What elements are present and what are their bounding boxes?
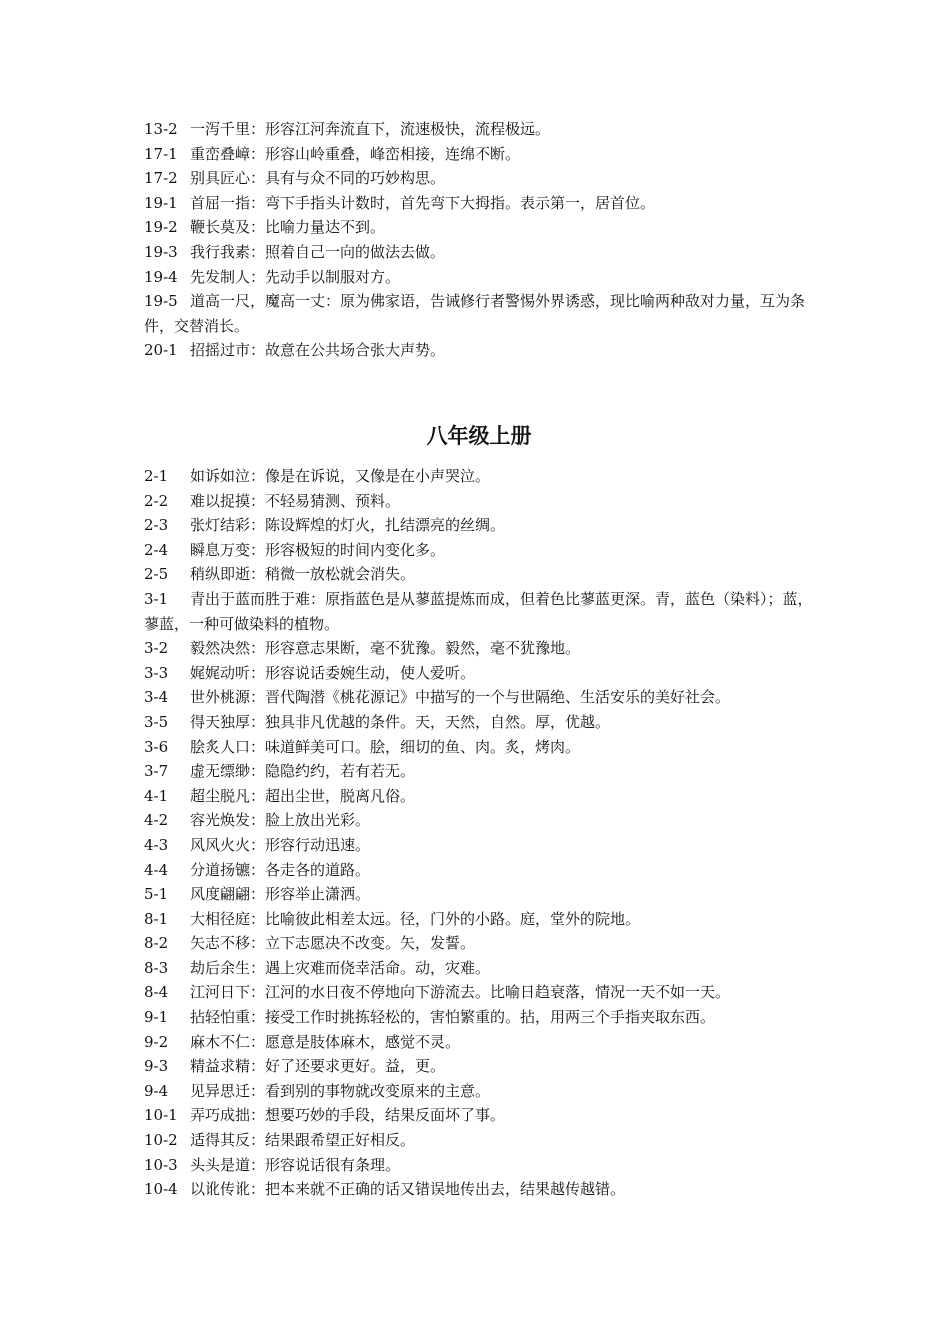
idiom-entry (144, 710, 814, 735)
entry-code: 8-4 (144, 983, 169, 1002)
entry-code: 19-5 (144, 292, 178, 311)
entry-text: 精益求精：好了还要求更好。益，更。 (190, 1057, 446, 1076)
idiom-entry (144, 289, 814, 338)
entry-text: 别具匠心：具有与众不同的巧妙构思。 (190, 169, 446, 188)
entry-code: 17-1 (144, 144, 178, 163)
idiom-entry (144, 882, 814, 907)
idiom-entry (144, 1079, 814, 1104)
idiom-entry (144, 489, 814, 514)
entry-text: 劫后余生：遇上灾难而侥幸活命。动，灾难。 (190, 958, 491, 977)
entry-code: 19-4 (144, 267, 178, 286)
entry-code: 3-6 (144, 737, 169, 756)
idiom-entry (144, 1177, 814, 1202)
idiom-entry (144, 513, 814, 538)
idiom-list-previous (144, 117, 814, 363)
entry-text: 分道扬镳：各走各的道路。 (190, 860, 371, 879)
entry-text: 娓娓动听：形容说话委婉生动，使人爱听。 (190, 663, 476, 682)
entry-code: 4-4 (144, 860, 169, 879)
idiom-entry (144, 833, 814, 858)
entry-code: 13-2 (144, 120, 178, 138)
idiom-entry (144, 759, 814, 784)
idiom-entry (144, 808, 814, 833)
entry-text: 风风火火：形容行动迅速。 (190, 835, 371, 854)
entry-text: 虚无缥缈：隐隐约约，若有若无。 (190, 762, 416, 781)
entry-text: 道高一尺，魔高一丈：原为佛家语，告诫修行者警惕外界诱惑，现比喻两种敌对力量，互为条件，交替消长。 (144, 292, 806, 335)
entry-code: 9-1 (144, 1008, 169, 1027)
entry-code: 9-4 (144, 1081, 169, 1100)
entry-text: 青出于蓝而胜于难：原指蓝色是从蓼蓝提炼而成，但着色比蓼蓝更深。青，蓝色（染料）；蓝，蓼蓝，一种可做染料的植物。 (144, 589, 813, 633)
idiom-entry (144, 1005, 814, 1030)
entry-code: 9-3 (144, 1057, 169, 1076)
entry-code: 19-3 (144, 242, 178, 261)
idiom-entry (144, 191, 814, 216)
entry-code: 10-3 (144, 1155, 178, 1174)
idiom-entry (144, 980, 814, 1005)
idiom-entry (144, 338, 814, 363)
entry-code: 2-2 (144, 491, 169, 510)
entry-text: 风度翩翩：形容举止潇洒。 (190, 885, 371, 904)
entry-text: 麻木不仁：愿意是肢体麻木，感觉不灵。 (190, 1032, 461, 1051)
entry-text: 张灯结彩：陈设辉煌的灯火，扎结漂亮的丝绸。 (190, 516, 506, 535)
idiom-entry (144, 538, 814, 563)
entry-code: 2-5 (144, 565, 169, 584)
entry-text: 鞭长莫及：比喻力量达不到。 (190, 218, 386, 237)
entry-code: 10-1 (144, 1106, 178, 1125)
entry-code: 2-4 (144, 540, 169, 559)
entry-text: 脍炙人口：味道鲜美可口。脍，细切的鱼、肉。炙，烤肉。 (190, 737, 581, 756)
entry-code: 3-3 (144, 663, 169, 682)
entry-code: 4-3 (144, 835, 169, 854)
entry-code: 3-5 (144, 712, 169, 731)
entry-text: 大相径庭：比喻彼此相差太远。径，门外的小路。庭，堂外的院地。 (190, 909, 641, 928)
entry-text: 重峦叠嶂：形容山岭重叠，峰峦相接，连绵不断。 (190, 144, 521, 163)
entry-code: 9-2 (144, 1032, 169, 1051)
idiom-entry (144, 142, 814, 167)
idiom-entry (144, 1054, 814, 1079)
entry-text: 瞬息万变：形容极短的时间内变化多。 (190, 540, 446, 559)
entry-text: 拈轻怕重：接受工作时挑拣轻松的，害怕繁重的。拈，用两三个手指夹取东西。 (190, 1008, 716, 1027)
entry-code: 4-2 (144, 811, 169, 830)
entry-text: 世外桃源：晋代陶潜《桃花源记》中描写的一个与世隔绝、生活安乐的美好社会。 (190, 688, 731, 707)
entry-code: 19-1 (144, 193, 178, 212)
entry-code: 3-2 (144, 639, 169, 658)
entry-text: 我行我素：照着自己一向的做法去做。 (190, 242, 446, 261)
idiom-entry (144, 1153, 814, 1178)
idiom-entry (144, 735, 814, 760)
entry-text: 毅然决然：形容意志果断，毫不犹豫。毅然，毫不犹豫地。 (190, 639, 581, 658)
entry-text: 适得其反：结果跟希望正好相反。 (190, 1131, 416, 1150)
entry-text: 头头是道：形容说话很有条理。 (190, 1155, 401, 1174)
idiom-entry (144, 685, 814, 710)
idiom-entry (144, 858, 814, 883)
idiom-entry (144, 265, 814, 290)
entry-text: 江河日下：江河的水日夜不停地向下游流去。比喻日趋衰落，情况一天不如一天。 (190, 983, 731, 1002)
idiom-entry (144, 1030, 814, 1055)
idiom-entry (144, 464, 814, 489)
entry-text: 难以捉摸：不轻易猜测、预料。 (190, 491, 401, 510)
idiom-entry (144, 661, 814, 686)
idiom-entry (144, 907, 814, 932)
idiom-entry (144, 562, 814, 587)
entry-code: 3-1 (144, 589, 169, 608)
entry-code: 10-2 (144, 1131, 178, 1150)
entry-code: 4-1 (144, 786, 169, 805)
entry-code: 8-2 (144, 934, 169, 953)
entry-text: 如诉如泣：像是在诉说，又像是在小声哭泣。 (190, 467, 491, 485)
idiom-entry (144, 587, 814, 636)
entry-text: 招摇过市：故意在公共场合张大声势。 (190, 341, 446, 360)
entry-text: 容光焕发：脸上放出光彩。 (190, 811, 371, 830)
idiom-entry (144, 1128, 814, 1153)
entry-code: 5-1 (144, 885, 169, 904)
entry-text: 矢志不移：立下志愿决不改变。矢，发誓。 (190, 934, 476, 953)
idiom-entry (144, 784, 814, 809)
entry-text: 稍纵即逝：稍微一放松就会消失。 (190, 565, 416, 584)
entry-text: 首屈一指：弯下手指头计数时，首先弯下大拇指。表示第一，居首位。 (190, 193, 656, 212)
entry-text: 弄巧成拙：想要巧妙的手段，结果反面坏了事。 (190, 1106, 506, 1125)
entry-code: 20-1 (144, 341, 178, 360)
entry-code: 8-1 (144, 909, 169, 928)
entry-code: 3-4 (144, 688, 169, 707)
entry-code: 3-7 (144, 762, 169, 781)
entry-code: 10-4 (144, 1180, 178, 1199)
entry-text: 以讹传讹：把本来就不正确的话又错误地传出去，结果越传越错。 (190, 1180, 626, 1199)
entry-code: 2-1 (144, 467, 169, 485)
idiom-entry (144, 166, 814, 191)
entry-text: 超尘脱凡：超出尘世，脱离凡俗。 (190, 786, 416, 805)
section-title: 八年级上册 (426, 423, 532, 448)
entry-code: 2-3 (144, 516, 169, 535)
idiom-entry (144, 215, 814, 240)
entry-text: 一泻千里：形容江河奔流直下，流速极快，流程极远。 (190, 120, 551, 138)
idiom-entry (144, 1103, 814, 1128)
entry-text: 得天独厚：独具非凡优越的条件。天，天然，自然。厚，优越。 (190, 712, 611, 731)
idiom-entry (144, 240, 814, 265)
idiom-entry (144, 117, 814, 142)
idiom-entry (144, 931, 814, 956)
idiom-list-grade8-vol1 (144, 464, 814, 1202)
idiom-entry (144, 956, 814, 981)
entry-text: 先发制人：先动手以制服对方。 (190, 267, 401, 286)
entry-code: 17-2 (144, 169, 178, 188)
idiom-entry (144, 636, 814, 661)
entry-text: 见异思迁：看到别的事物就改变原来的主意。 (190, 1081, 491, 1100)
entry-code: 8-3 (144, 958, 169, 977)
entry-code: 19-2 (144, 218, 178, 237)
